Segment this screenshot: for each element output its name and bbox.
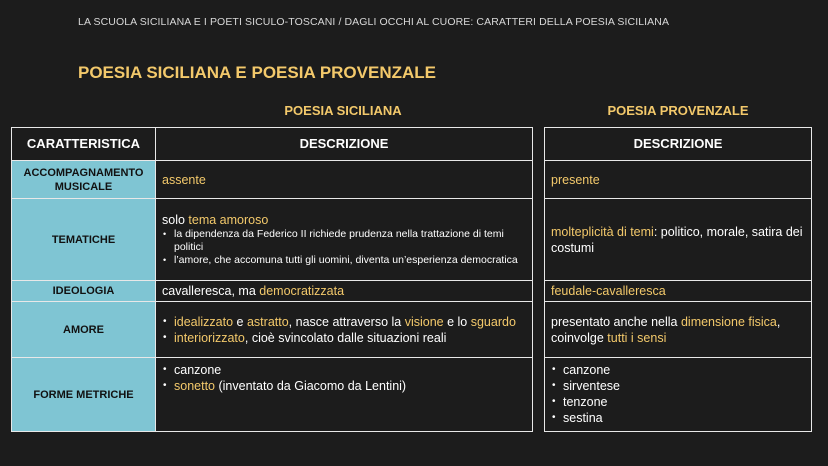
- characteristic-header: CARATTERISTICA: [12, 128, 156, 161]
- list-item: • sirventese: [551, 378, 805, 394]
- row-ideology: [545, 281, 812, 302]
- provencal-ideology-value: feudale-cavalleresca: [551, 284, 666, 298]
- provencal-accompaniment: [545, 161, 812, 199]
- provencal-love-hl-1: dimensione fisica: [680, 314, 777, 329]
- forms-highlight: sonetto: [174, 379, 216, 393]
- sicilian-column-heading: POESIA SICILIANA: [284, 103, 402, 118]
- row-ideology: [12, 281, 533, 302]
- row-themes: [12, 199, 533, 281]
- sicilian-forms-list: [162, 362, 526, 394]
- list-item: [162, 378, 526, 394]
- sicilian-forms: [156, 358, 533, 432]
- description-header-sicilian: DESCRIZIONE: [156, 128, 533, 161]
- sicilian-ideology: [156, 281, 533, 302]
- love-hl-3: visione: [404, 314, 444, 329]
- love-text-4: , cioè svincolato dalle situazioni reali: [244, 330, 447, 345]
- list-item: • la dipendenza da Federico II richiede prudenza nella trattazione di temi politici: [162, 228, 526, 254]
- list-item: • sestina: [551, 410, 805, 426]
- sicilian-themes-list: [162, 228, 526, 267]
- love-text-3: e lo: [443, 314, 471, 329]
- provencal-forms-list: [551, 362, 805, 426]
- sicilian-table: [11, 127, 533, 432]
- list-item: • canzone: [162, 362, 526, 378]
- love-hl-1: idealizzato: [174, 314, 234, 329]
- row-accompaniment: [545, 161, 812, 199]
- list-item: [162, 314, 526, 330]
- table-header-row: [545, 128, 812, 161]
- ideology-highlight: democratizzata: [259, 284, 345, 298]
- themes-intro-highlight: tema amoroso: [188, 213, 269, 227]
- category-forms: FORME METRICHE: [12, 358, 156, 432]
- provencal-themes-text: : politico, morale, satira dei costumi: [551, 224, 803, 255]
- category-themes: TEMATICHE: [12, 199, 156, 281]
- provencal-themes: [545, 199, 812, 281]
- description-header-provencal: DESCRIZIONE: [545, 128, 812, 161]
- category-love: AMORE: [12, 302, 156, 358]
- table-header-row: [12, 128, 533, 161]
- category-ideology: IDEOLOGIA: [12, 281, 156, 302]
- page-title: POESIA SICILIANA E POESIA PROVENZALE: [78, 63, 436, 82]
- provencal-love: [545, 302, 812, 358]
- provencal-column-heading: POESIA PROVENZALE: [607, 103, 749, 118]
- list-item: • tenzone: [551, 394, 805, 410]
- breadcrumb: LA SCUOLA SICILIANA E I POETI SICULO-TOSCANI / DAGLI OCCHI AL CUORE: CARATTERI DELLA POESIA SICILIANA: [78, 16, 670, 28]
- row-forms: [545, 358, 812, 432]
- provencal-table: [544, 127, 812, 432]
- provencal-forms: [545, 358, 812, 432]
- list-item: • l’amore, che accomuna tutti gli uomini, diventa un’esperienza democratica: [162, 254, 526, 267]
- list-item: [162, 330, 526, 346]
- provencal-love-text-1: presentato anche nella: [551, 314, 681, 329]
- provencal-love-hl-2: tutti i sensi: [607, 330, 667, 345]
- themes-intro-text: solo: [162, 213, 189, 227]
- sicilian-themes-intro: [162, 212, 526, 228]
- row-accompaniment: [12, 161, 533, 199]
- provencal-accompaniment-value: presente: [551, 172, 600, 187]
- provencal-love-text-2: , coinvolge: [551, 314, 781, 345]
- love-hl-4: sguardo: [470, 314, 516, 329]
- sicilian-themes: [156, 199, 533, 281]
- sicilian-love-list: [162, 314, 526, 346]
- list-item: • canzone: [551, 362, 805, 378]
- ideology-text: cavalleresca, ma: [162, 284, 260, 298]
- forms-text: (inventato da Giacomo da Lentini): [215, 379, 407, 393]
- row-love: [12, 302, 533, 358]
- provencal-themes-highlight: molteplicità di temi: [551, 224, 654, 239]
- row-forms: [12, 358, 533, 432]
- sicilian-love: [156, 302, 533, 358]
- provencal-ideology: [545, 281, 812, 302]
- love-text-1: e: [233, 314, 247, 329]
- category-accompaniment: ACCOMPAGNAMENTO MUSICALE: [12, 161, 156, 199]
- sicilian-accompaniment-value: assente: [162, 172, 206, 187]
- sicilian-accompaniment: [156, 161, 533, 199]
- row-themes: [545, 199, 812, 281]
- row-love: [545, 302, 812, 358]
- love-hl-2: astratto: [246, 314, 289, 329]
- love-text-2: , nasce attraverso la: [288, 314, 405, 329]
- love-hl-5: interiorizzato: [174, 330, 245, 345]
